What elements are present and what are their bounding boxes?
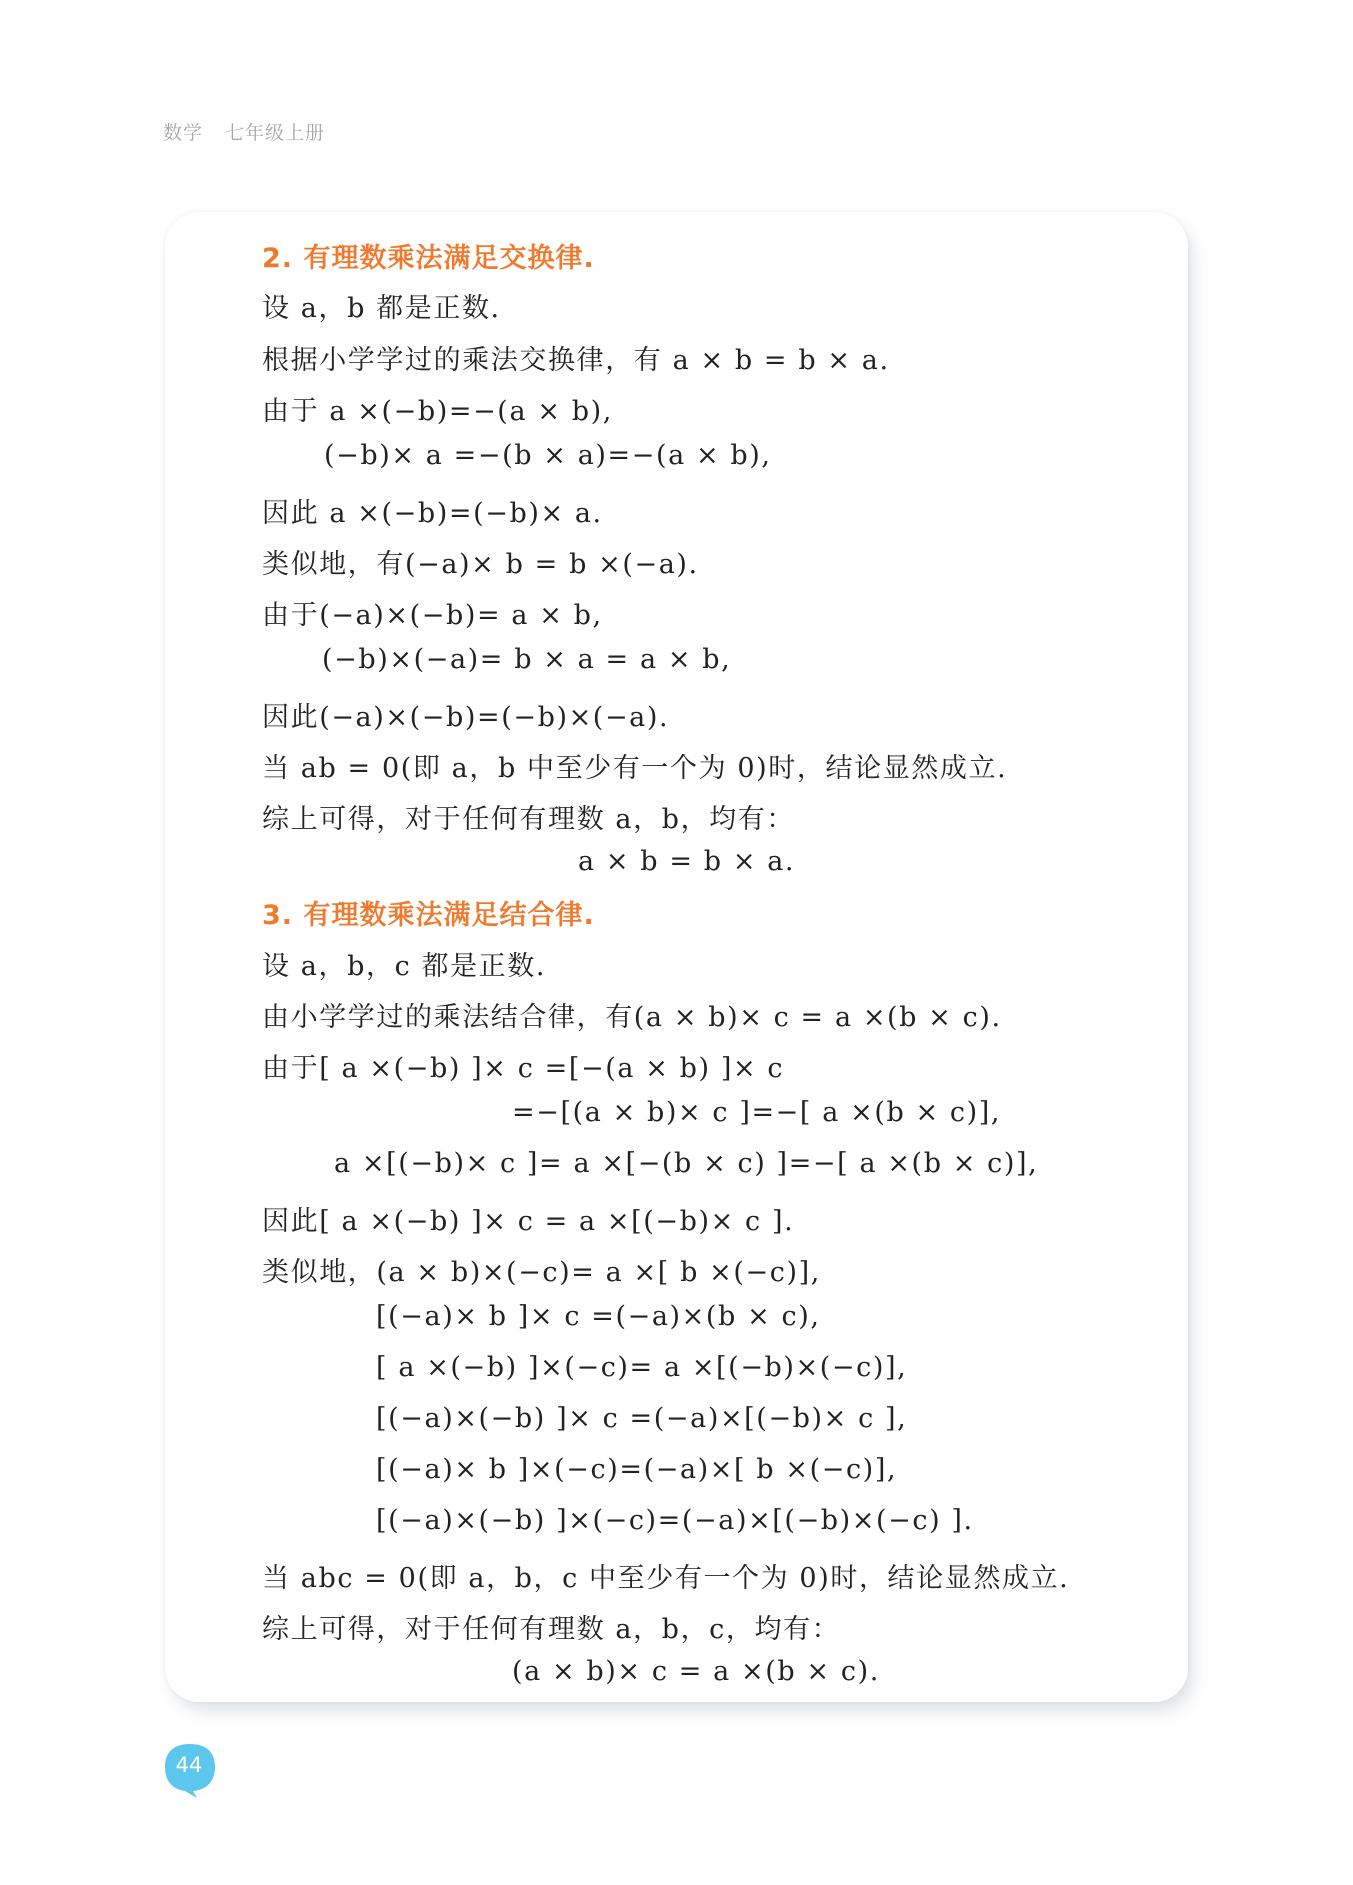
text-line: 综上可得，对于任何有理数 a，b，均有： — [262, 804, 795, 835]
text-line: 因此[ a ×(−b) ]× c = a ×[(−b)× c ]. — [262, 1206, 795, 1237]
text-line: 由于 a ×(−b)=−(a × b), — [262, 396, 613, 427]
formula-line: [(−a)× b ]×(−c)=(−a)×[ b ×(−c)], — [376, 1454, 898, 1485]
formula-line: (−b)× a =−(b × a)=−(a × b), — [324, 440, 772, 471]
text-line: 由小学学过的乘法结合律，有(a × b)× c = a ×(b × c). — [262, 1002, 1002, 1033]
text-line: 设 a，b 都是正数. — [262, 293, 501, 324]
text-line: 当 ab = 0(即 a，b 中至少有一个为 0)时，结论显然成立. — [262, 753, 1008, 784]
text-line: 根据小学学过的乘法交换律，有 a × b = b × a. — [262, 345, 890, 376]
formula-line: [(−a)×(−b) ]×(−c)=(−a)×[(−b)×(−c) ]. — [376, 1505, 974, 1536]
text-line: 由于[ a ×(−b) ]× c =[−(a × b) ]× c — [262, 1053, 785, 1084]
text-line: 由于(−a)×(−b)= a × b, — [262, 600, 603, 631]
conclusion-formula: a × b = b × a. — [578, 846, 796, 877]
running-header — [163, 118, 325, 145]
page-number-badge — [163, 1742, 217, 1798]
page-number: 44 — [175, 1753, 203, 1777]
section-heading-associative: 3. 有理数乘法满足结合律. — [262, 900, 595, 931]
text-line: 类似地，有(−a)× b = b ×(−a). — [262, 549, 699, 580]
formula-line: [ a ×(−b) ]×(−c)= a ×[(−b)×(−c)], — [376, 1352, 908, 1383]
text-line: 设 a，b，c 都是正数. — [262, 951, 547, 982]
formula-line: [(−a)×(−b) ]× c =(−a)×[(−b)× c ], — [376, 1403, 908, 1434]
subject-label: 数学 — [163, 122, 204, 144]
formula-line: (−b)×(−a)= b × a = a × b, — [322, 644, 732, 675]
conclusion-formula: (a × b)× c = a ×(b × c). — [512, 1656, 880, 1687]
text-line: 类似地，(a × b)×(−c)= a ×[ b ×(−c)], — [262, 1257, 821, 1288]
section-heading-commutative: 2. 有理数乘法满足交换律. — [262, 243, 595, 274]
formula-line: [(−a)× b ]× c =(−a)×(b × c), — [376, 1301, 821, 1332]
text-line: 当 abc = 0(即 a，b，c 中至少有一个为 0)时，结论显然成立. — [262, 1563, 1070, 1594]
formula-line: a ×[(−b)× c ]= a ×[−(b × c) ]=−[ a ×(b × c)], — [334, 1148, 1039, 1179]
grade-label: 七年级上册 — [225, 122, 326, 144]
text-line: 因此(−a)×(−b)=(−b)×(−a). — [262, 702, 670, 733]
formula-line: =−[(a × b)× c ]=−[ a ×(b × c)], — [512, 1097, 1002, 1128]
text-line: 因此 a ×(−b)=(−b)× a. — [262, 498, 603, 529]
text-line: 综上可得，对于任何有理数 a，b，c，均有： — [262, 1614, 841, 1645]
